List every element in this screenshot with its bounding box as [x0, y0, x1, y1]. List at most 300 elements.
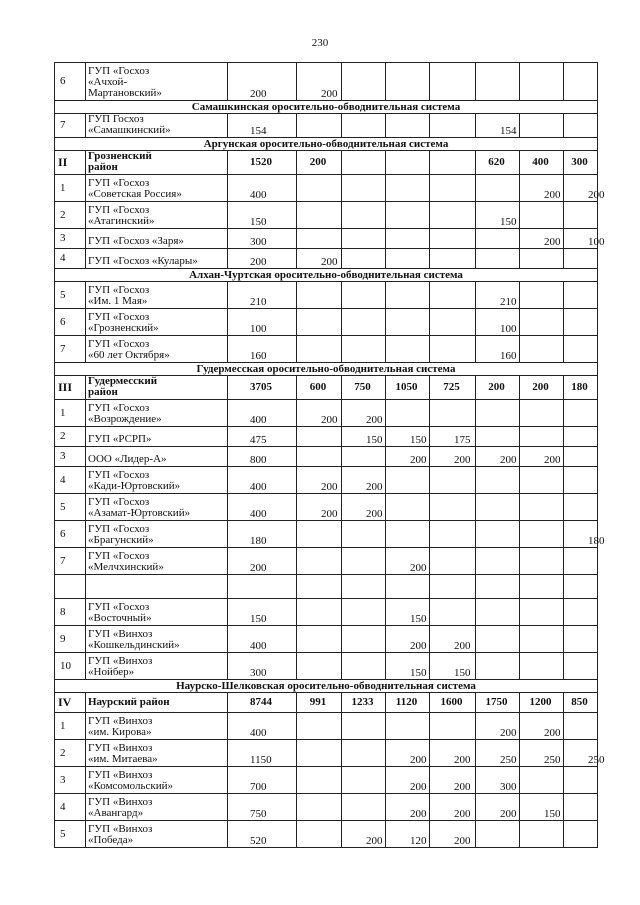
value-cell: 200: [430, 626, 476, 653]
value-cell: 150: [386, 599, 430, 626]
value-cell: [297, 447, 342, 467]
table-body: [55, 63, 605, 848]
table-row: [55, 575, 598, 599]
value-cell: [476, 653, 520, 680]
value-cell: 725: [430, 376, 476, 400]
value-cell: [430, 175, 476, 202]
value-cell: 154: [228, 114, 297, 138]
section-header-row: [55, 269, 598, 282]
value-cell: [520, 575, 564, 599]
table-row: [55, 400, 598, 427]
row-number: 5: [55, 821, 86, 848]
farm-name: ГУП «Госхоз «Кулары»: [86, 249, 228, 269]
value-cell: 700: [228, 767, 297, 794]
table-row: [55, 740, 598, 767]
value-cell: [342, 249, 386, 269]
farm-name: ГУП «Госхоз «Советская Россия»: [86, 175, 228, 202]
value-cell: 520: [228, 821, 297, 848]
value-cell: [342, 713, 386, 740]
value-cell: [342, 653, 386, 680]
value-cell: 1233: [342, 693, 386, 713]
district-row: [55, 693, 598, 713]
value-cell: 200: [228, 249, 297, 269]
value-cell: [430, 599, 476, 626]
value-cell: [342, 63, 386, 101]
value-cell: 3705: [228, 376, 297, 400]
value-cell: [564, 767, 598, 794]
value-cell: 175: [430, 427, 476, 447]
value-cell: [564, 249, 598, 269]
value-cell: [430, 151, 476, 175]
value-cell: [342, 740, 386, 767]
value-cell: [228, 575, 297, 599]
value-cell: [297, 427, 342, 447]
row-number: 7: [55, 114, 86, 138]
value-cell: [430, 114, 476, 138]
row-number: 7: [55, 548, 86, 575]
farm-name: ГУП «Госхоз «Возрождение»: [86, 400, 228, 427]
value-cell: 750: [342, 376, 386, 400]
value-cell: [342, 447, 386, 467]
value-cell: 154: [476, 114, 520, 138]
value-cell: [520, 626, 564, 653]
table-row: [55, 494, 598, 521]
value-cell: 300: [228, 229, 297, 249]
value-cell: [476, 229, 520, 249]
farm-name: ГУП «Госхоз «Восточный»: [86, 599, 228, 626]
district-name: Наурский район: [86, 693, 228, 713]
value-cell: 850: [564, 693, 598, 713]
value-cell: [564, 63, 598, 101]
value-cell: [564, 821, 598, 848]
value-cell: [476, 427, 520, 447]
farm-name: ГУП «Винхоз «Победа»: [86, 821, 228, 848]
row-number: [55, 575, 86, 599]
value-cell: 750: [228, 794, 297, 821]
value-cell: [430, 282, 476, 309]
district-name: Гудермесский район: [86, 376, 228, 400]
value-cell: [386, 575, 430, 599]
value-cell: [430, 63, 476, 101]
value-cell: [297, 309, 342, 336]
farm-name: ГУП «Госхоз «Ачхой- Мартановский»: [86, 63, 228, 101]
value-cell: [430, 249, 476, 269]
value-cell: [520, 521, 564, 548]
farm-name: ООО «Лидер-А»: [86, 447, 228, 467]
value-cell: [430, 494, 476, 521]
value-cell: 200: [297, 467, 342, 494]
value-cell: [386, 336, 430, 363]
value-cell: 620: [476, 151, 520, 175]
table-row: [55, 653, 598, 680]
section-header-row: [55, 363, 598, 376]
value-cell: [297, 175, 342, 202]
value-cell: [430, 467, 476, 494]
value-cell: 100: [476, 309, 520, 336]
row-number: 9: [55, 626, 86, 653]
farm-name: ГУП «Винхоз «им. Кирова»: [86, 713, 228, 740]
farm-name: ГУП «Госхоз «60 лет Октября»: [86, 336, 228, 363]
section-header-row: [55, 101, 598, 114]
data-table: [54, 62, 605, 848]
value-cell: [342, 575, 386, 599]
row-number: 2: [55, 427, 86, 447]
value-cell: 1520: [228, 151, 297, 175]
value-cell: 200: [430, 821, 476, 848]
farm-name: ГУП «Винхоз «Комсомольский»: [86, 767, 228, 794]
value-cell: 150: [476, 202, 520, 229]
value-cell: [476, 821, 520, 848]
value-cell: 800: [228, 447, 297, 467]
value-cell: [386, 309, 430, 336]
value-cell: 8744: [228, 693, 297, 713]
row-number: 10: [55, 653, 86, 680]
value-cell: 200: [430, 794, 476, 821]
value-cell: 200: [297, 494, 342, 521]
value-cell: [430, 336, 476, 363]
value-cell: 400: [228, 713, 297, 740]
row-number: 6: [55, 63, 86, 101]
value-cell: 200: [430, 447, 476, 467]
table-row: [55, 794, 598, 821]
table-row: [55, 548, 598, 575]
row-number: 6: [55, 521, 86, 548]
value-cell: 200: [430, 767, 476, 794]
table-row: [55, 447, 598, 467]
farm-name: [86, 575, 228, 599]
farm-name: ГУП «Винхоз «Кошкельдинский»: [86, 626, 228, 653]
value-cell: 600: [297, 376, 342, 400]
value-cell: 200: [386, 794, 430, 821]
value-cell: 200: [342, 821, 386, 848]
farm-name: ГУП «Госхоз «Грозненский»: [86, 309, 228, 336]
value-cell: 200: [386, 740, 430, 767]
value-cell: [342, 114, 386, 138]
table-row: [55, 336, 598, 363]
row-number: 5: [55, 282, 86, 309]
value-cell: [386, 494, 430, 521]
page-number: 230: [311, 37, 329, 49]
value-cell: 200: [228, 548, 297, 575]
value-cell: [520, 400, 564, 427]
value-cell: [476, 494, 520, 521]
table-row: [55, 229, 598, 249]
farm-name: ГУП «Винхоз «Авангард»: [86, 794, 228, 821]
value-cell: 180: [564, 521, 598, 548]
value-cell: 475: [228, 427, 297, 447]
value-cell: 200: [228, 63, 297, 101]
value-cell: 1200: [520, 693, 564, 713]
value-cell: 300: [228, 653, 297, 680]
value-cell: 250: [520, 740, 564, 767]
value-cell: [386, 175, 430, 202]
value-cell: 200: [386, 767, 430, 794]
value-cell: [297, 282, 342, 309]
table-row: [55, 309, 598, 336]
value-cell: 150: [386, 427, 430, 447]
value-cell: 200: [342, 400, 386, 427]
farm-name: ГУП Госхоз «Самашкинский»: [86, 114, 228, 138]
table-row: [55, 175, 598, 202]
value-cell: [564, 336, 598, 363]
district-row: [55, 151, 598, 175]
value-cell: [386, 151, 430, 175]
value-cell: 200: [297, 249, 342, 269]
value-cell: 150: [228, 202, 297, 229]
value-cell: [520, 427, 564, 447]
value-cell: 400: [520, 151, 564, 175]
row-number: 4: [55, 794, 86, 821]
value-cell: [297, 794, 342, 821]
row-number: 1: [55, 713, 86, 740]
value-cell: [386, 249, 430, 269]
value-cell: [520, 494, 564, 521]
value-cell: [386, 114, 430, 138]
value-cell: 1150: [228, 740, 297, 767]
value-cell: [342, 202, 386, 229]
row-number: 6: [55, 309, 86, 336]
value-cell: 150: [228, 599, 297, 626]
value-cell: 991: [297, 693, 342, 713]
section-header-row: [55, 680, 598, 693]
value-cell: [342, 548, 386, 575]
table-row: [55, 427, 598, 447]
farm-name: ГУП «Госхоз «Им. 1 Мая»: [86, 282, 228, 309]
value-cell: 150: [342, 427, 386, 447]
value-cell: 150: [520, 794, 564, 821]
table-row: [55, 249, 598, 269]
value-cell: 400: [228, 400, 297, 427]
section-title: Самашкинская оросительно-обводнительная система: [55, 101, 598, 114]
value-cell: [342, 282, 386, 309]
value-cell: [297, 521, 342, 548]
value-cell: 200: [386, 626, 430, 653]
value-cell: [430, 713, 476, 740]
value-cell: [564, 202, 598, 229]
value-cell: [297, 575, 342, 599]
value-cell: [476, 548, 520, 575]
value-cell: [297, 229, 342, 249]
row-number: 4: [55, 467, 86, 494]
section-title: Гудермесская оросительно-обводнительная система: [55, 363, 598, 376]
farm-name: ГУП «Госхоз «Атагинский»: [86, 202, 228, 229]
value-cell: [430, 202, 476, 229]
value-cell: [342, 521, 386, 548]
section-title: Наурско-Шелковская оросительно-обводнительная система: [55, 680, 598, 693]
value-cell: 200: [520, 229, 564, 249]
value-cell: [476, 400, 520, 427]
farm-name: ГУП «Госхоз «Заря»: [86, 229, 228, 249]
value-cell: 300: [476, 767, 520, 794]
value-cell: [520, 249, 564, 269]
value-cell: [564, 713, 598, 740]
value-cell: 160: [228, 336, 297, 363]
value-cell: [564, 467, 598, 494]
value-cell: 200: [520, 447, 564, 467]
value-cell: [476, 575, 520, 599]
value-cell: [520, 336, 564, 363]
row-number: 3: [55, 447, 86, 467]
value-cell: 160: [476, 336, 520, 363]
value-cell: [386, 400, 430, 427]
row-number: 5: [55, 494, 86, 521]
value-cell: 200: [342, 494, 386, 521]
value-cell: [386, 282, 430, 309]
row-number: 2: [55, 740, 86, 767]
value-cell: 200: [386, 447, 430, 467]
value-cell: 200: [430, 740, 476, 767]
value-cell: 200: [476, 713, 520, 740]
value-cell: [564, 114, 598, 138]
value-cell: [297, 713, 342, 740]
value-cell: 180: [564, 376, 598, 400]
value-cell: [476, 599, 520, 626]
value-cell: [297, 767, 342, 794]
value-cell: 200: [476, 794, 520, 821]
value-cell: [476, 521, 520, 548]
value-cell: 210: [476, 282, 520, 309]
value-cell: [564, 599, 598, 626]
value-cell: [342, 336, 386, 363]
value-cell: 300: [564, 151, 598, 175]
value-cell: [342, 626, 386, 653]
value-cell: [520, 548, 564, 575]
value-cell: [476, 626, 520, 653]
value-cell: [564, 427, 598, 447]
value-cell: 1120: [386, 693, 430, 713]
value-cell: 200: [297, 151, 342, 175]
row-number: 3: [55, 767, 86, 794]
value-cell: [297, 202, 342, 229]
row-number: 1: [55, 400, 86, 427]
value-cell: [342, 229, 386, 249]
value-cell: [564, 575, 598, 599]
value-cell: [297, 740, 342, 767]
farm-name: ГУП «Госхоз «Брагунский»: [86, 521, 228, 548]
table-row: [55, 114, 598, 138]
value-cell: [386, 521, 430, 548]
value-cell: [386, 467, 430, 494]
value-cell: 200: [520, 713, 564, 740]
table-row: [55, 202, 598, 229]
value-cell: [520, 282, 564, 309]
value-cell: [342, 794, 386, 821]
table-row: [55, 599, 598, 626]
value-cell: [564, 282, 598, 309]
value-cell: [476, 175, 520, 202]
value-cell: [520, 114, 564, 138]
value-cell: [342, 599, 386, 626]
farm-name: ГУП «Госхоз «Азамат-Юртовский»: [86, 494, 228, 521]
value-cell: 150: [386, 653, 430, 680]
value-cell: 400: [228, 467, 297, 494]
row-number: 1: [55, 175, 86, 202]
value-cell: [430, 229, 476, 249]
value-cell: [520, 202, 564, 229]
table-row: [55, 467, 598, 494]
value-cell: 200: [342, 467, 386, 494]
value-cell: [297, 821, 342, 848]
row-number: II: [55, 151, 86, 175]
row-number: 8: [55, 599, 86, 626]
value-cell: [342, 175, 386, 202]
value-cell: 200: [297, 400, 342, 427]
table-row: [55, 521, 598, 548]
row-number: 2: [55, 202, 86, 229]
value-cell: 180: [228, 521, 297, 548]
value-cell: 250: [564, 740, 598, 767]
table-row: [55, 63, 598, 101]
value-cell: [520, 63, 564, 101]
value-cell: [297, 599, 342, 626]
value-cell: [297, 114, 342, 138]
farm-name: ГУП «Винхоз «им. Митаева»: [86, 740, 228, 767]
value-cell: [297, 548, 342, 575]
value-cell: [564, 548, 598, 575]
value-cell: [520, 599, 564, 626]
value-cell: 250: [476, 740, 520, 767]
value-cell: 1750: [476, 693, 520, 713]
value-cell: [520, 653, 564, 680]
value-cell: [564, 494, 598, 521]
table-row: [55, 713, 598, 740]
value-cell: [430, 400, 476, 427]
value-cell: [564, 447, 598, 467]
value-cell: [520, 767, 564, 794]
row-number: 3: [55, 229, 86, 249]
value-cell: [430, 521, 476, 548]
value-cell: 200: [520, 175, 564, 202]
value-cell: 200: [386, 548, 430, 575]
row-number: III: [55, 376, 86, 400]
table-row: [55, 626, 598, 653]
value-cell: [430, 309, 476, 336]
district-row: [55, 376, 598, 400]
value-cell: [297, 626, 342, 653]
value-cell: 200: [476, 447, 520, 467]
value-cell: [564, 309, 598, 336]
section-header-row: [55, 138, 598, 151]
value-cell: [564, 400, 598, 427]
value-cell: [476, 249, 520, 269]
value-cell: 120: [386, 821, 430, 848]
value-cell: [520, 821, 564, 848]
value-cell: 200: [476, 376, 520, 400]
value-cell: [386, 202, 430, 229]
table-row: [55, 767, 598, 794]
farm-name: ГУП «Винхоз «Нойбер»: [86, 653, 228, 680]
value-cell: 1050: [386, 376, 430, 400]
farm-name: ГУП «Госхоз «Кади-Юртовский»: [86, 467, 228, 494]
value-cell: 200: [564, 175, 598, 202]
value-cell: 100: [564, 229, 598, 249]
value-cell: [430, 548, 476, 575]
district-name: Грозненский район: [86, 151, 228, 175]
value-cell: [342, 309, 386, 336]
value-cell: 1600: [430, 693, 476, 713]
value-cell: [520, 467, 564, 494]
value-cell: [342, 767, 386, 794]
row-number: IV: [55, 693, 86, 713]
value-cell: 400: [228, 494, 297, 521]
value-cell: [297, 653, 342, 680]
value-cell: [297, 336, 342, 363]
value-cell: [520, 309, 564, 336]
value-cell: 150: [430, 653, 476, 680]
value-cell: [386, 713, 430, 740]
value-cell: [430, 575, 476, 599]
value-cell: [564, 626, 598, 653]
